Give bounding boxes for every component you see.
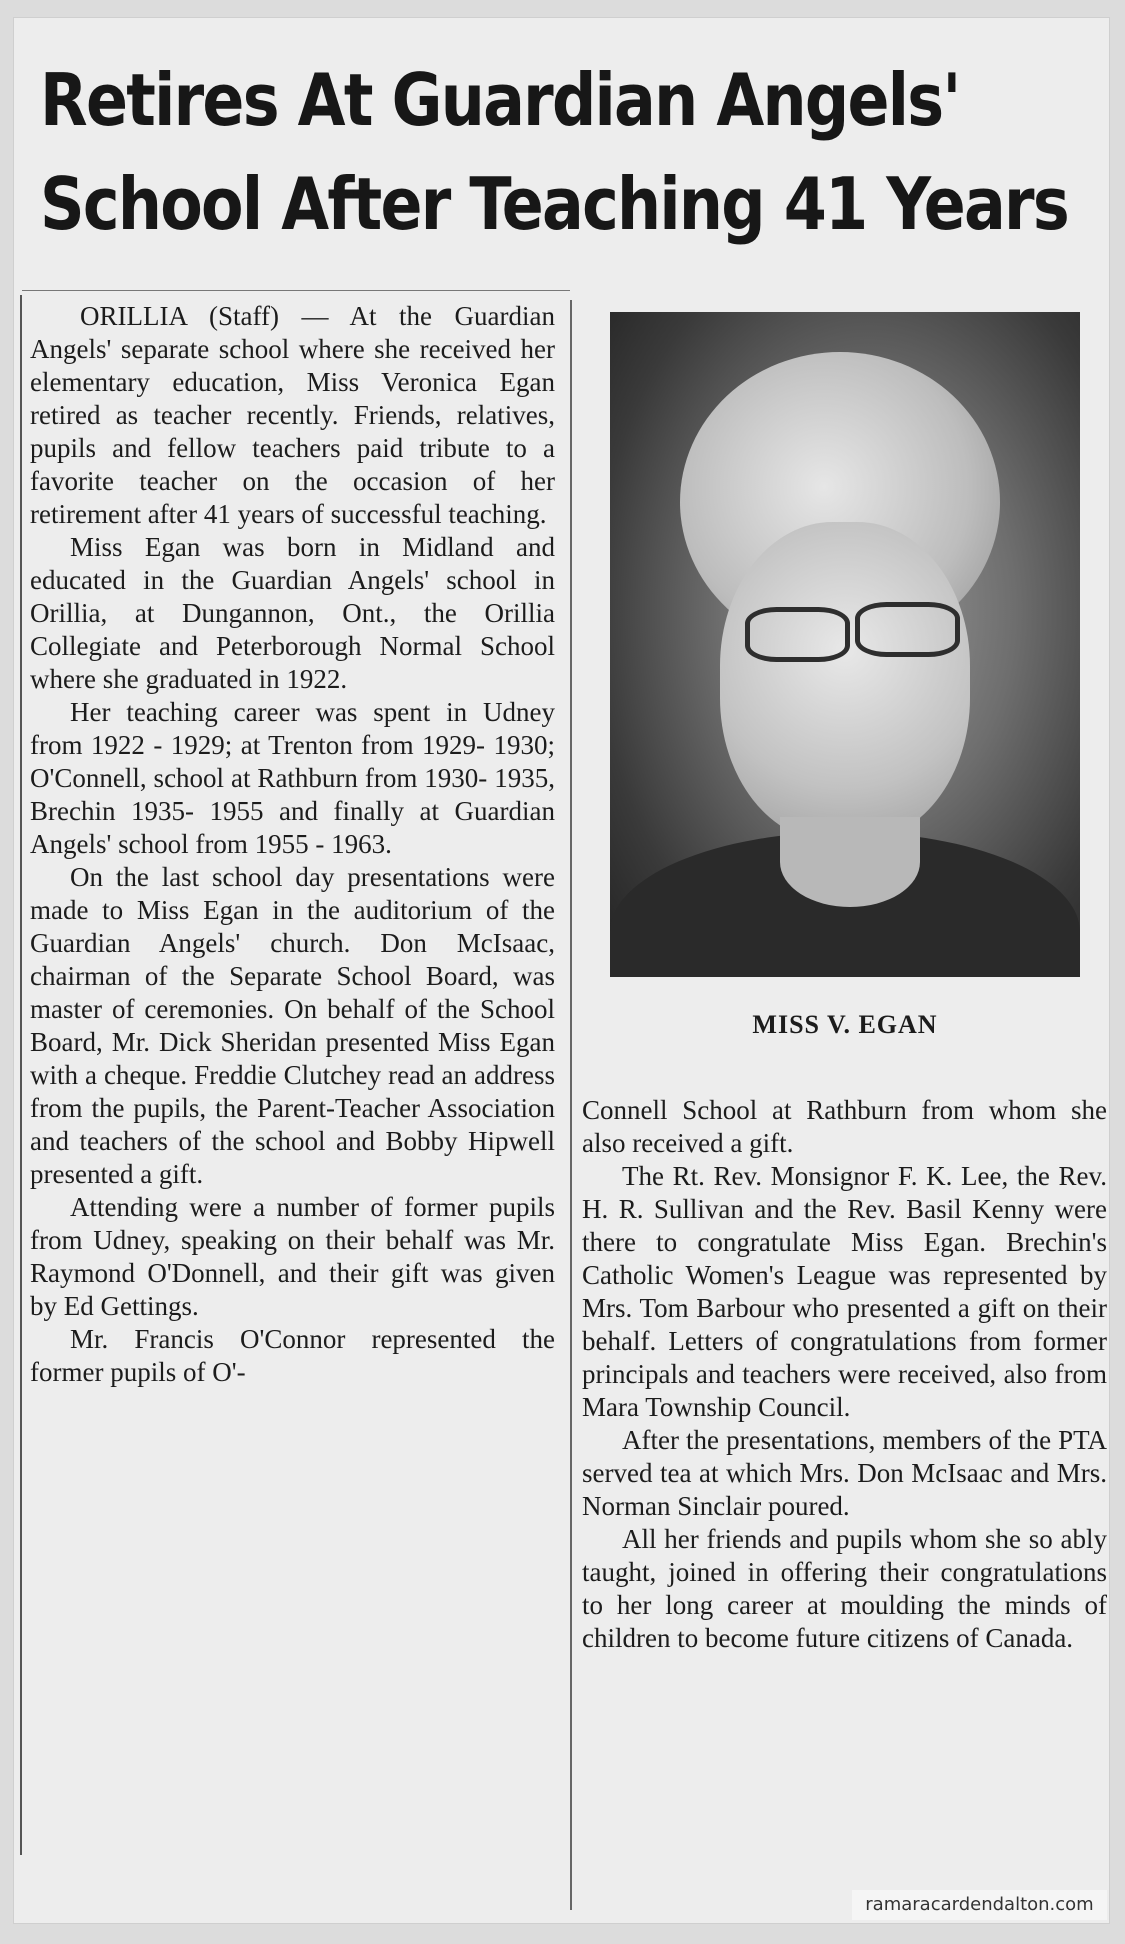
paragraph: The Rt. Rev. Monsignor F. K. Lee, the Rev. H. R. Sullivan and the Rev. Basil Kenny were there to congratulate Miss Egan. Brechin's Catholic Women's League was represented by Mrs. Tom Barbour who presented a gift on their behalf. Letters of congratulations from former principals and teachers were received, also from Mara Township Council. — [582, 1161, 1107, 1422]
headline-line-1: Retires At Guardian Angels' — [40, 58, 960, 142]
paragraph: Attending were a number of former pupils from Udney, speaking on their behalf was Mr. Raymond O'Donnell, and their gift was given by Ed Gettings. — [30, 1192, 555, 1321]
article-column-2 — [582, 1094, 1107, 1655]
left-column-rule — [20, 295, 22, 1855]
portrait-collar — [780, 817, 920, 907]
headline-line-2: School After Teaching 41 Years — [40, 162, 1069, 246]
photo-caption: MISS V. EGAN — [752, 1010, 938, 1039]
paragraph: Miss Egan was born in Midland and educated in the Guardian Angels' school in Orillia, at Dungannon, Ont., the Orillia Collegiate and Peterborough Normal School where she graduated in 1922. — [30, 532, 555, 694]
portrait-glasses-right — [855, 602, 960, 657]
portrait-glasses-left — [745, 607, 850, 662]
portrait-photo — [610, 312, 1080, 977]
portrait-face — [720, 522, 970, 842]
paragraph: Mr. Francis O'Connor represented the former pupils of O'- — [30, 1324, 555, 1387]
column-top-rule — [22, 290, 570, 291]
headline — [40, 48, 1069, 256]
paragraph: On the last school day presentations were made to Miss Egan in the auditorium of the Guardian Angels' church. Don McIsaac, chairman of the Separate School Board, was master of ceremonies. On behalf of the School Board, Mr. Dick Sheridan presented Miss Egan with a cheque. Freddie Clutchey read an address from the pupils, the Parent-Teacher Association and teachers of the school and Bobby Hipwell presented a gift. — [30, 862, 555, 1189]
paragraph: All her friends and pupils whom she so ably taught, joined in offering their congratulations to her long career at moulding the minds of children to become future citizens of Canada. — [582, 1524, 1107, 1653]
paragraph: Connell School at Rathburn from whom she also received a gift. — [582, 1095, 1107, 1158]
paragraph: After the presentations, members of the PTA served tea at which Mrs. Don McIsaac and Mrs. Norman Sinclair poured. — [582, 1425, 1107, 1521]
paragraph: ORILLIA (Staff) — At the Guardian Angels' separate school where she received her elementary education, Miss Veronica Egan retired as teacher recently. Friends, relatives, pupils and fellow teachers paid tribute to a favorite teacher on the occasion of her retirement after 41 years of successful teaching. — [30, 301, 555, 529]
column-divider — [570, 300, 572, 1910]
paragraph: Her teaching career was spent in Udney from 1922 - 1929; at Trenton from 1929- 1930; O'Connell, school at Rathburn from 1930- 1935, Brechin 1935- 1955 and finally at Guardian Angels' school from 1955 - 1963. — [30, 697, 555, 859]
article-column-1 — [30, 300, 555, 1389]
site-watermark: ramaracardendalton.com — [852, 1890, 1107, 1920]
